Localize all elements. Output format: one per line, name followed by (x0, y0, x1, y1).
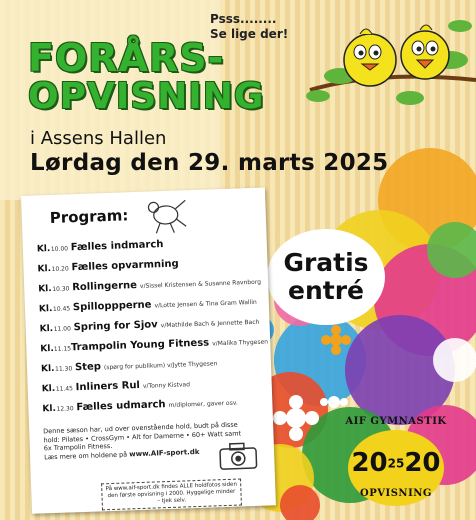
kl-label: Kl. (40, 343, 55, 355)
item-leaders: v/Sissel Kristensen & Susanne Ravnborg (139, 278, 262, 290)
kl-label: Kl. (36, 244, 51, 255)
item-name: Step (74, 361, 102, 374)
badge-top-text: AIF GYMNASTIK (345, 416, 447, 427)
item-time: 10.00 (50, 245, 69, 253)
program-list (37, 236, 269, 424)
gratis-line-2: entré (288, 276, 364, 305)
photo-archive-note: På www.aif-sport.dk findes ALLE holdfotos siden den første opvisning i 2000. Hyggelige minder – tjek selv. (101, 478, 242, 510)
title-line-1: FORÅRS- (28, 36, 225, 80)
camera-icon (218, 440, 259, 471)
free-entry-callout (270, 232, 382, 322)
item-leaders: v/Malika Thygesen (212, 338, 269, 348)
item-time: 10.20 (51, 265, 69, 273)
kl-label: Kl. (42, 403, 57, 415)
kl-label: Kl. (38, 283, 52, 295)
gratis-line-1: Gratis (283, 248, 369, 277)
speech-line-1: Psss........ (210, 12, 277, 26)
event-date: Lørdag den 29. marts 2025 (30, 150, 389, 176)
item-name: Fælles udmarch (76, 399, 166, 414)
item-name: Fælles opvarmning (71, 258, 179, 274)
badge-bottom-text: OPVISNING (360, 488, 432, 499)
item-leaders: m/diplomer, gaver osv. (168, 399, 238, 409)
item-name: Spring for Sjov (73, 319, 158, 334)
speech-line-2: Se lige der! (210, 27, 289, 41)
birds-on-branch-illustration (300, 0, 476, 120)
kl-label: Kl. (39, 323, 54, 335)
item-name: Rollingerne (72, 280, 138, 294)
item-time: 11.45 (55, 385, 74, 393)
item-name: Spilloppperne (72, 299, 152, 314)
item-time: 11.30 (54, 365, 73, 373)
gymnast-sketch-icon (139, 194, 190, 236)
title-line-2: OPVISNING (28, 76, 265, 117)
kl-label: Kl. (37, 263, 52, 275)
anniversary-badge (326, 412, 466, 514)
item-leaders: v/Lotte Jensen & Tina Gram Wallin (154, 298, 257, 310)
speech-text (210, 12, 288, 42)
badge-year (326, 448, 466, 478)
kl-label: Kl. (41, 383, 56, 395)
year-part-a: 20 (351, 448, 388, 478)
item-time: 12.30 (56, 405, 74, 413)
program-title: Program: (49, 206, 129, 228)
item-time: 10.30 (52, 285, 70, 293)
kl-label: Kl. (40, 363, 55, 375)
description-text: Denne sæson har, ud over ovenstående hold, budt på disse hold: Pilates • CrossGym • Alt for Damerne • 60+ Watt samt 6x Trampolin Fitness. (43, 420, 242, 453)
venue-text: i Assens Hallen (30, 128, 167, 149)
item-name: Trampolin Young Fitness (70, 337, 210, 354)
item-time: 11.00 (53, 325, 71, 333)
year-part-b: 20 (404, 448, 441, 478)
item-name: Inliners Rul (75, 379, 141, 394)
item-leaders: (spørg for publikum) v/Jytte Thygesen (103, 360, 218, 372)
kl-label: Kl. (38, 303, 53, 315)
item-time: 11.15 (53, 345, 72, 353)
website-link[interactable]: www.AIF-sport.dk (129, 447, 200, 458)
item-leaders: v/Mathilde Bach & Jennette Bach (160, 318, 260, 330)
item-leaders: v/Tonny Kistvad (142, 381, 191, 390)
item-time: 10.45 (52, 305, 71, 313)
program-card (21, 187, 276, 513)
more-info-text: Læs mere om holdene på (43, 449, 128, 461)
item-name: Fælles indmarch (70, 239, 164, 254)
year-subscript: 25 (387, 456, 405, 471)
